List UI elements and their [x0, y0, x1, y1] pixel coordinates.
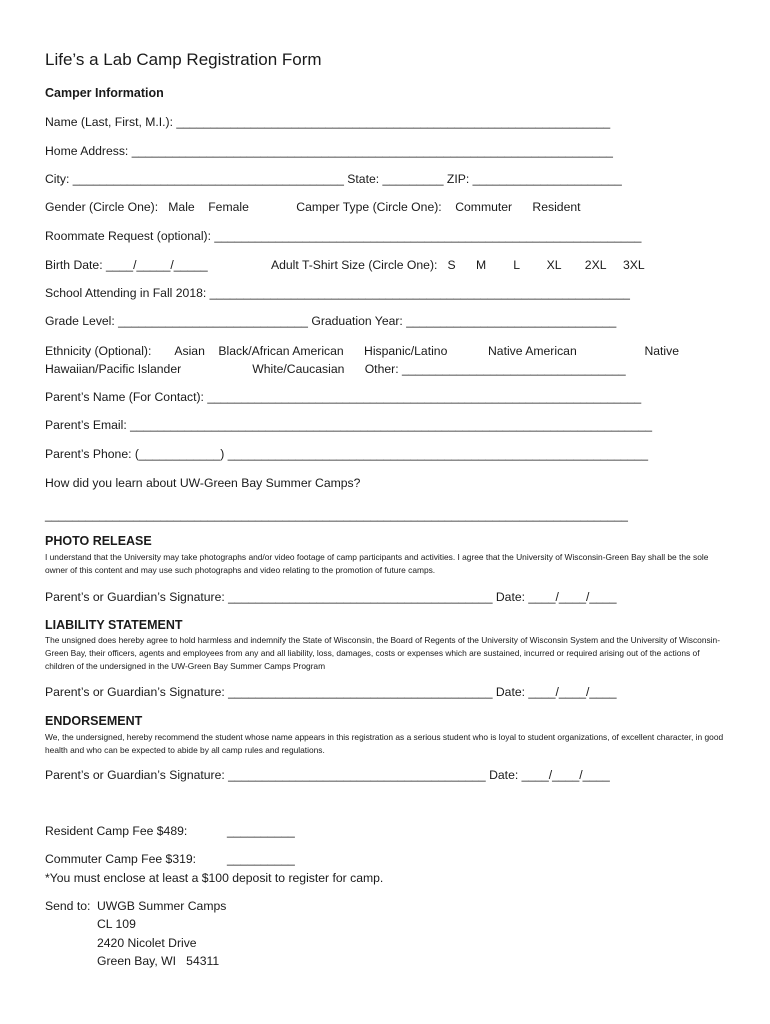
parent-name-field[interactable]: Parent’s Name (For Contact): ________________________________________________________________: [45, 390, 642, 404]
form-title: Life’s a Lab Camp Registration Form: [45, 50, 322, 69]
roommate-request-field[interactable]: Roommate Request (optional): _______________________________________________________________: [45, 229, 642, 243]
endorsement-heading: ENDORSEMENT: [45, 714, 143, 728]
grade-graduation-field[interactable]: Grade Level: ____________________________ Graduation Year: _______________________________: [45, 314, 617, 328]
name-field[interactable]: Name (Last, First, M.I.): ________________________________________________________________: [45, 115, 611, 129]
endorsement-signature-field[interactable]: Parent’s or Guardian’s Signature: ______________________________________ Date: ____/____/____: [45, 768, 610, 782]
birth-date-field[interactable]: Birth Date: ____/_____/_____: [45, 258, 208, 272]
send-address-line3: 2420 Nicolet Drive: [97, 936, 197, 950]
home-address-field[interactable]: Home Address: _______________________________________________________________________: [45, 144, 613, 158]
photo-release-heading: PHOTO RELEASE: [45, 534, 152, 548]
liability-text: The unsigned does hereby agree to hold harmless and indemnify the State of Wisconsin, the Board of Regents of the University of Wisconsin System and the University of Wisconsin-Green Bay, their officers, agents and employees from any and all liability, loss, damages, costs or expenses which are sustained, incurred or required arising out of the actions of children of the undersigned in the UW-Green Bay Summer Camps Program: [45, 635, 720, 671]
parent-email-field[interactable]: Parent’s Email: _____________________________________________________________________________: [45, 418, 653, 432]
ethnicity-field-line2[interactable]: Hawaiian/Pacific Islander White/Caucasian Other: _________________________________: [45, 362, 626, 376]
resident-fee-blank[interactable]: __________: [227, 824, 295, 838]
endorsement-text: We, the undersigned, hereby recommend the student whose name appears in this registration as a serious student who is loyal to student organizations, of excellent character, in good health and who can be expected to abide by all camp rules and regulations.: [45, 732, 724, 755]
commuter-fee-label: Commuter Camp Fee $319:: [45, 852, 197, 866]
resident-fee-label: Resident Camp Fee $489:: [45, 824, 188, 838]
camper-info-heading: Camper Information: [45, 86, 164, 100]
tshirt-size-field[interactable]: Adult T-Shirt Size (Circle One): S M L XL 2XL 3XL: [271, 258, 645, 272]
photo-release-text: I understand that the University may take photographs and/or video footage of camp participants and activities. I agree that the University of Wisconsin-Green Bay shall be the sole owner of this content and may use such photographs and video relating to the promotion of future camps.: [45, 552, 709, 575]
send-address-line4: Green Bay, WI 54311: [97, 954, 220, 968]
city-state-zip-field[interactable]: City: ________________________________________ State: _________ ZIP: ______________________: [45, 172, 622, 186]
ethnicity-field-line1[interactable]: Ethnicity (Optional): Asian Black/African American Hispanic/Latino Native American Native: [45, 344, 679, 358]
send-to-label: Send to:: [45, 899, 91, 913]
liability-heading: LIABILITY STATEMENT: [45, 618, 183, 632]
learn-question: How did you learn about UW-Green Bay Summer Camps?: [45, 476, 361, 490]
school-field[interactable]: School Attending in Fall 2018: ______________________________________________________________: [45, 286, 630, 300]
send-address-line1: UWGB Summer Camps: [97, 899, 227, 913]
commuter-fee-blank[interactable]: __________: [227, 852, 295, 866]
parent-phone-field[interactable]: Parent’s Phone: (____________) ______________________________________________________________: [45, 447, 648, 461]
photo-signature-field[interactable]: Parent’s or Guardian’s Signature: _______________________________________ Date: ____/____/____: [45, 590, 617, 604]
gender-camper-type-field[interactable]: Gender (Circle One): Male Female Camper Type (Circle One): Commuter Resident: [45, 200, 581, 214]
liability-signature-field[interactable]: Parent’s or Guardian’s Signature: _______________________________________ Date: ____/____/____: [45, 685, 617, 699]
send-address-line2: CL 109: [97, 917, 136, 931]
deposit-note: *You must enclose at least a $100 deposit to register for camp.: [45, 871, 384, 885]
learn-answer-line[interactable]: ______________________________________________________________________________________: [45, 508, 628, 522]
